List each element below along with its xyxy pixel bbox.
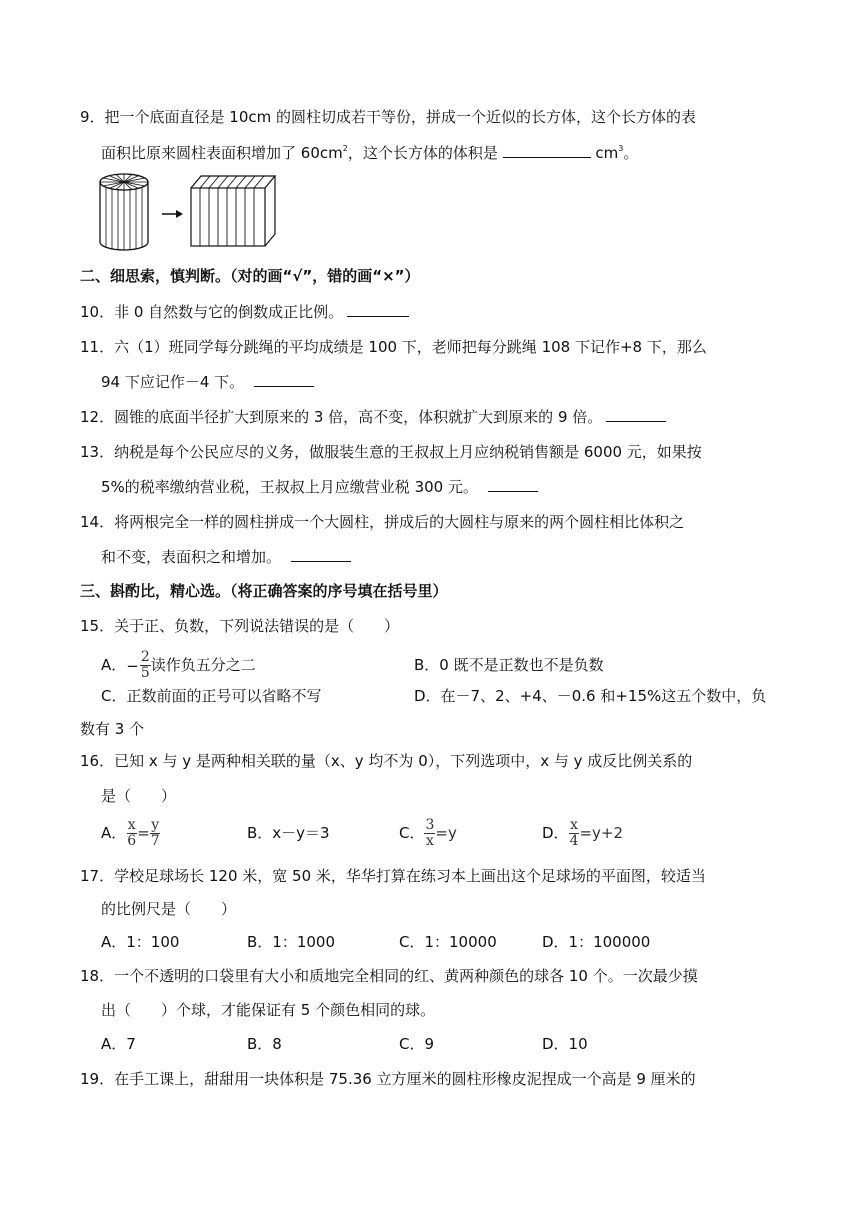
question-13-line-1: 13．纳税是每个公民应尽的义务，做服装生意的王叔叔上月应纳税销售额是 6000 元，如果按 [80, 443, 702, 461]
question-13-line-2 [101, 477, 538, 497]
q9-sup-3: 3 [618, 144, 624, 153]
q17-option-b[interactable]: B．1：1000 [247, 933, 336, 951]
question-10 [80, 302, 409, 322]
q16-option-c[interactable] [399, 816, 457, 850]
q18-option-b[interactable]: B．8 [247, 1035, 282, 1053]
question-14-line-2 [101, 547, 351, 567]
q12-answer-blank[interactable] [606, 407, 666, 422]
q9-sup-2: 2 [342, 144, 348, 153]
q16-a-den-1: 6 [127, 833, 137, 849]
q16-a-num-2: y [151, 817, 160, 833]
q16-a-den-2: 7 [150, 833, 160, 849]
question-18-line-2: 出（ ）个球，才能保证有 5 个颜色相同的球。 [101, 1001, 436, 1019]
cylinder-to-cuboid-figure [98, 170, 284, 254]
q17-option-d[interactable]: D．1：100000 [542, 933, 651, 951]
minus-sign: − [126, 656, 139, 675]
question-11-line-1: 11．六（1）班同学每分跳绳的平均成绩是 100 下，老师把每分跳绳 108 下记作+8 下，那么 [80, 338, 707, 356]
q16-c-denominator: x [425, 833, 434, 849]
q16-c-rest: =y [435, 824, 457, 842]
question-19-line-1: 19．在手工课上，甜甜用一块体积是 75.36 立方厘米的圆柱形橡皮泥捏成一个高是 9 厘米的 [80, 1070, 696, 1088]
question-17-line-2: 的比例尺是（ ） [101, 900, 237, 918]
section-2-heading: 二、细思索，慎判断。（对的画“√”，错的画“×”） [80, 267, 420, 285]
q16-d-numerator: x [570, 817, 578, 833]
q9-text-b: ，这个长方体的体积是 [347, 144, 503, 162]
q18-option-c[interactable]: C．9 [399, 1035, 435, 1053]
question-15-stem: 15．关于正、负数，下列说法错误的是（ ） [80, 617, 400, 635]
q14-answer-blank[interactable] [291, 547, 351, 562]
q15-a-numerator: 2 [140, 649, 150, 665]
section-3-heading: 三、斟酌比，精心选。（将正确答案的序号填在括号里） [80, 582, 448, 600]
q9-text-c: cm [590, 144, 619, 162]
q16-d-label: D． [542, 824, 569, 842]
question-14-line-1: 14．将两根完全一样的圆柱拼成一个大圆柱，拼成后的大圆柱与原来的两个圆柱相比体积之 [80, 513, 685, 531]
q16-a-label: A． [101, 824, 127, 842]
question-12 [80, 407, 666, 427]
q13-answer-blank[interactable] [488, 477, 538, 492]
question-9-line-2 [101, 143, 638, 163]
q16-option-a[interactable] [101, 816, 161, 850]
q12-text: 12．圆锥的底面半径扩大到原来的 3 倍，高不变，体积就扩大到原来的 9 倍。 [80, 408, 603, 426]
question-18-line-1: 18．一个不透明的口袋里有大小和质地完全相同的红、黄两种颜色的球各 10 个。一次最少摸 [80, 967, 698, 985]
q17-option-a[interactable]: A．1：100 [101, 933, 180, 951]
q16-d-rest: =y+2 [579, 824, 624, 842]
q14-text: 和不变，表面积之和增加。 [101, 548, 282, 566]
q15-option-b[interactable]: B．0 既不是正数也不是负数 [414, 656, 604, 674]
cylinder-figure [100, 174, 148, 250]
q16-a-fraction-2 [150, 818, 161, 849]
q17-option-c[interactable]: C．1：10000 [399, 933, 497, 951]
q15-option-c[interactable]: C．正数前面的正号可以省略不写 [101, 687, 322, 705]
question-16-line-1: 16．已知 x 与 y 是两种相关联的量（x、y 均不为 0），下列选项中，x 与 y 成反比例关系的 [80, 752, 693, 770]
q16-a-fraction-1 [126, 818, 137, 849]
q9-answer-blank[interactable] [503, 143, 591, 158]
q16-option-b[interactable]: B．x－y＝3 [247, 824, 330, 842]
q18-option-a[interactable]: A．7 [101, 1035, 136, 1053]
q16-d-fraction [569, 818, 580, 849]
q16-c-fraction [424, 818, 435, 849]
q10-text: 10．非 0 自然数与它的倒数成正比例。 [80, 303, 344, 321]
q15-a-fraction [140, 650, 151, 681]
q16-c-label: C． [399, 824, 425, 842]
q16-option-d[interactable] [542, 816, 623, 850]
q16-c-numerator: 3 [425, 817, 435, 833]
question-9-line-1: 9．把一个底面直径是 10cm 的圆柱切成若干等份，拼成一个近似的长方体，这个长方体的表 [80, 108, 697, 126]
q9-text-d: 。 [623, 144, 639, 162]
question-11-line-2 [101, 372, 314, 392]
q11-text: 94 下应记作－4 下。 [101, 373, 245, 391]
q15-a-denominator: 5 [140, 665, 150, 681]
q18-option-d[interactable]: D．10 [542, 1035, 588, 1053]
question-16-line-2: 是（ ） [101, 787, 177, 805]
cuboid-figure [191, 176, 275, 246]
q15-a-label: A． [101, 656, 127, 674]
q10-answer-blank[interactable] [347, 302, 409, 317]
q13-text: 5%的税率缴纳营业税，王叔叔上月应缴营业税 300 元。 [101, 478, 478, 496]
q16-d-denominator: 4 [569, 833, 579, 849]
arrow-icon [162, 210, 183, 218]
q15-option-a[interactable] [101, 648, 256, 683]
q9-text-a: 面积比原来圆柱表面积增加了 60cm [101, 144, 343, 162]
q15-option-d-continued: 数有 3 个 [80, 720, 145, 738]
question-17-line-1: 17．学校足球场长 120 米，宽 50 米，华华打算在练习本上画出这个足球场的平面图，较适当 [80, 867, 706, 885]
q16-a-num-1: x [127, 817, 136, 833]
q16-a-equals: = [137, 824, 150, 842]
q11-answer-blank[interactable] [254, 372, 314, 387]
q15-option-d[interactable]: D．在－7、2、+4、－0.6 和+15%这五个数中，负 [414, 687, 767, 705]
q15-a-text: 读作负五分之二 [150, 656, 256, 674]
